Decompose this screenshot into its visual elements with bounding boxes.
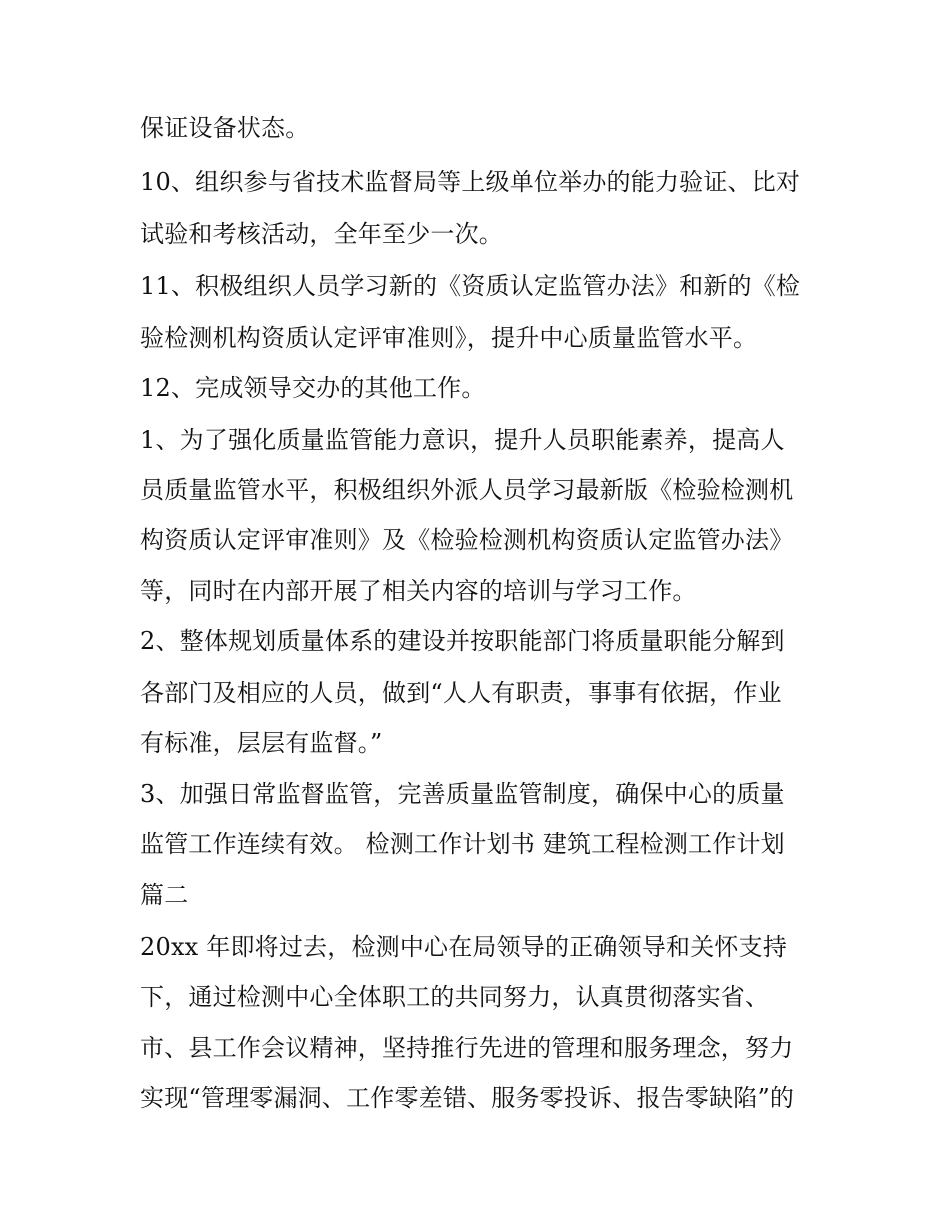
text-line: 10、组织参与省技术监督局等上级单位举办的能力验证、比对 (140, 168, 801, 196)
text-line: 构资质认定评审准则》及《检验检测机构资质认定监管办法》 (140, 526, 794, 554)
text-line: 员质量监管水平，积极组织外派人员学习最新版《检验检测机 (140, 476, 794, 504)
text-line: 1、为了强化质量监管能力意识，提升人员职能素养，提高人 (140, 426, 785, 454)
text-line: 12、完成领导交办的其他工作。 (140, 374, 486, 402)
text-line: 等，同时在内部开展了相关内容的培训与学习工作。 (140, 577, 697, 605)
text-line: 篇二 (140, 881, 189, 909)
text-line: 20xx 年即将过去，检测中心在局领导的正确领导和关怀支持 (140, 933, 788, 961)
text-line: 2、整体规划质量体系的建设并按职能部门将质量职能分解到 (140, 627, 785, 655)
text-line: 11、积极组织人员学习新的《资质认定监管办法》和新的《检 (140, 272, 801, 300)
text-line: 实现“管理零漏洞、工作零差错、服务零投诉、报告零缺陷”的 (140, 1084, 795, 1112)
text-line: 有标准，层层有监督。” (140, 729, 383, 757)
text-line: 保证设备状态。 (140, 114, 310, 142)
text-line: 市、县工作会议精神，坚持推行先进的管理和服务理念，努力 (140, 1034, 794, 1062)
text-line: 3、加强日常监督监管，完善质量监管制度，确保中心的质量 (140, 780, 785, 808)
text-line: 下，通过检测中心全体职工的共同努力，认真贯彻落实省、 (140, 983, 770, 1011)
text-line: 监管工作连续有效。 检测工作计划书 建筑工程检测工作计划 (140, 830, 785, 858)
text-line: 各部门及相应的人员，做到“人人有职责，事事有依据，作业 (140, 679, 782, 707)
text-line: 试验和考核活动，全年至少一次。 (140, 220, 503, 248)
text-line: 验检测机构资质认定评审准则》，提升中心质量监管水平。 (140, 324, 758, 352)
